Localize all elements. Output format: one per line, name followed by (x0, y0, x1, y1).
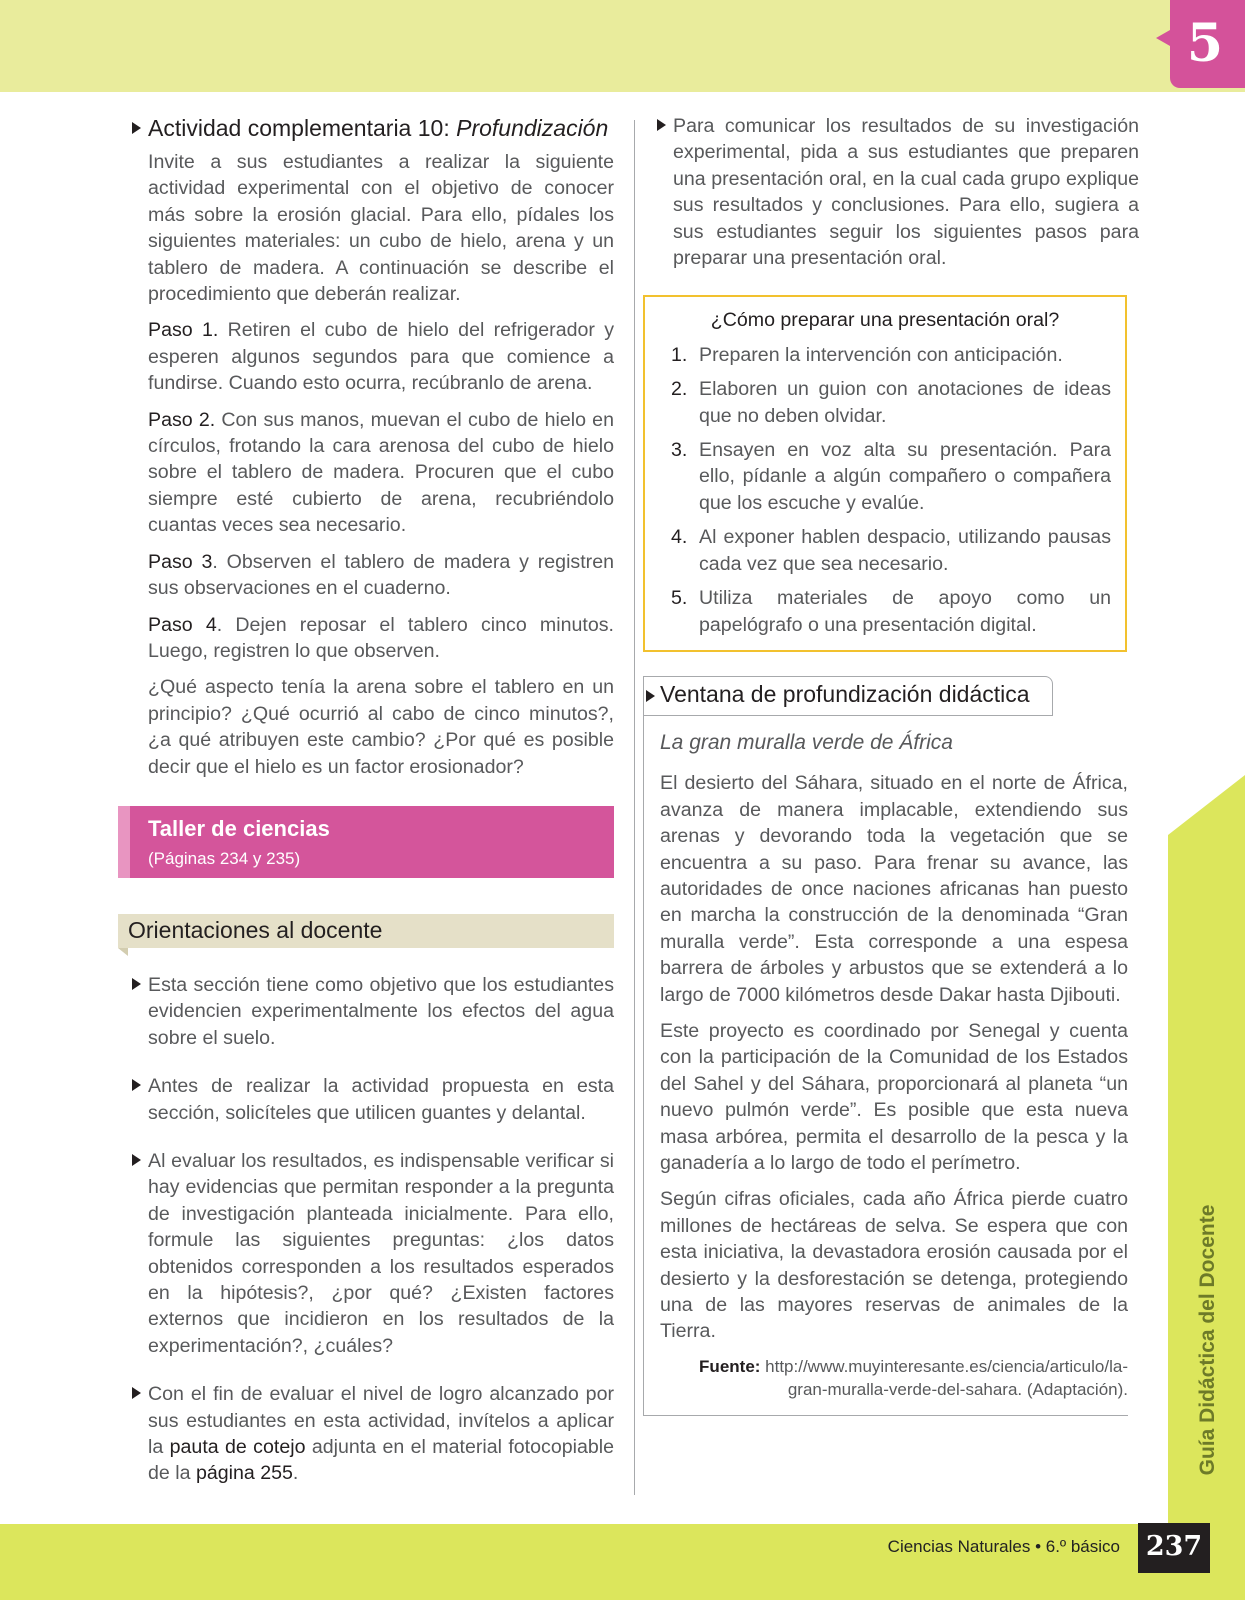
ventana-tab (644, 676, 1053, 716)
activity-step-3: Paso 3. Observen el tablero de madera y registren sus observaciones en el cuaderno. (148, 550, 614, 600)
taller-banner (118, 806, 614, 878)
presentation-box (643, 295, 1127, 651)
right-column (655, 113, 1139, 1416)
activity-intro: Invite a sus estudiantes a realizar la siguiente actividad experimental con el objetivo de conocer más sobre la erosión glacial. Para ello, pídales los siguientes materiales: un cubo de hielo, arena y un tablero de madera. A continuación se describe el procedimiento que deberán realizar. (148, 151, 614, 306)
chapter-tab (1170, 0, 1245, 88)
ventana-subtitle: La gran muralla verde de África (660, 730, 953, 754)
ventana-paragraph: Este proyecto es coordinado por Senegal y cuenta con la participación de la Comunidad de los Estados del Sahel y del Sáhara, proporcionará al planeta “un nuevo pulmón verde”. Es posible que esta nueva masa arbórea, permita el desarrollo de la pesca y la ganadería a lo largo de todo el perímetro. (660, 1019, 1128, 1174)
activity-questions: ¿Qué aspecto tenía la arena sobre el tablero en un principio? ¿Qué ocurrió al cabo de cinco minutos?, ¿a qué atribuyen este cambio? ¿Por qué es posible decir que el hielo es un factor erosionador? (148, 676, 614, 778)
activity-step-4: Paso 4. Dejen reposar el tablero cinco minutos. Luego, registren lo que observen. (148, 613, 614, 662)
orientaciones-bullet: Con el fin de evaluar el nivel de logro alcanzado por sus estudiantes en esta actividad, invítelos a aplicar la pauta de cotejo adjunta en el material fotocopiable de la página 255. (118, 1381, 614, 1487)
activity-title: Actividad complementaria 10: Profundización (118, 113, 614, 143)
list-item: 3. Ensayen en voz alta su presentación. Para ello, pídanle a algún compañero o compañera que los escuche y evalúe. (671, 439, 1111, 514)
activity-step-1: Paso 1. Retiren el cubo de hielo del refrigerador y esperen algunos segundos para que comience a fundirse. Cuando esto ocurra, recúbranlo de arena. (148, 319, 614, 395)
right-intro-bullet: Para comunicar los resultados de su investigación experimental, pida a sus estudiantes que preparen una presentación oral, en la cual cada grupo explique sus resultados y conclusiones. Para ello, sugiera a sus estudiantes seguir los siguientes pasos para preparar una presentación oral. (655, 113, 1139, 271)
ventana-title: Ventana de profundización didáctica (660, 680, 1030, 707)
orientaciones-bullet: Antes de realizar la actividad propuesta en esta sección, solicíteles que utilicen guantes y delantal. (118, 1073, 614, 1126)
activity-step-2: Paso 2. Con sus manos, muevan el cubo de hielo en círculos, frotando la cara arenosa del cubo de hielo sobre el tablero de madera. Procuren que el cubo siempre esté cubierto de arena, recubriéndolo cuantas veces sea necesario. (148, 408, 614, 537)
bullet-arrow-icon (657, 119, 666, 131)
sidebar-title: Guía Didáctica del Docente (1196, 1204, 1219, 1476)
taller-pages: (Páginas 234 y 235) (148, 848, 301, 868)
left-column (118, 113, 614, 1487)
list-item: 5. Utiliza materiales de apoyo como un papelógrafo o una presentación digital. (671, 587, 1111, 636)
ventana-paragraph: El desierto del Sáhara, situado en el norte de África, avanza de manera implacable, extendiendo sus arenas y devorando toda la vegetación que se encuentra a su paso. Para frenar su avance, las autoridades de once naciones africanas han puesto en marcha la construcción de la denominada “Gran muralla verde”. Esta corresponde a una espesa barrera de árboles y arbustos que se extenderá a lo largo de 7000 kilómetros desde Dakar hasta Djibouti. (660, 772, 1128, 1006)
list-item: 2. Elaboren un guion con anotaciones de ideas que no deben olvidar. (671, 378, 1111, 427)
bullet-arrow-icon (132, 1387, 141, 1399)
ventana-paragraph: Según cifras oficiales, cada año África pierde cuatro millones de hectáreas de selva. Se espera que con esta iniciativa, la devastadora erosión causada por el desierto y la desforestación se detenga, protegiendo una de las mayores reservas de animales de la Tierra. (660, 1188, 1128, 1343)
taller-banner-strip (118, 806, 130, 878)
list-item: 1. Preparen la intervención con anticipación. (671, 343, 1063, 366)
page-number: 237 (1138, 1523, 1210, 1573)
bullet-arrow-icon (132, 978, 141, 990)
orientaciones-bullet: Esta sección tiene como objetivo que los estudiantes evidencien experimentalmente los efectos del agua sobre el suelo. (118, 972, 614, 1051)
ventana-section (643, 676, 1128, 1416)
chapter-number: 5 (1186, 13, 1224, 74)
ventana-source: Fuente: http://www.muyinteresante.es/ciencia/articulo/la-gran-muralla-verde-del-sahara. (Adaptación). (699, 1356, 1128, 1399)
list-item: 4. Al exponer hablen despacio, utilizando pausas cada vez que sea necesario. (671, 526, 1111, 575)
orientaciones-heading: Orientaciones al docente (118, 914, 614, 948)
presentation-box-title: ¿Cómo preparar una presentación oral? (710, 309, 1060, 332)
bullet-arrow-icon (132, 1154, 141, 1166)
column-divider (634, 120, 635, 1495)
presentation-steps-list (645, 342, 1125, 638)
bullet-arrow-icon (132, 1079, 141, 1091)
orientaciones-bullet: Al evaluar los resultados, es indispensable verificar si hay evidencias que permitan responder a la pregunta de investigación planteada inicialmente. Para ello, formule las siguientes preguntas: ¿los datos obtenidos corresponden a los resultados esperados en la hipótesis?, ¿por qué? ¿Existen factores externos que incidieron en los resultados de la experimentación?, ¿cuáles? (118, 1148, 614, 1359)
taller-title: Taller de ciencias (148, 815, 330, 841)
bullet-arrow-icon (646, 690, 655, 702)
footer-subject: Ciencias Naturales • 6.º básico (887, 1537, 1120, 1556)
top-header-band (0, 0, 1245, 92)
bullet-arrow-icon (132, 122, 141, 134)
